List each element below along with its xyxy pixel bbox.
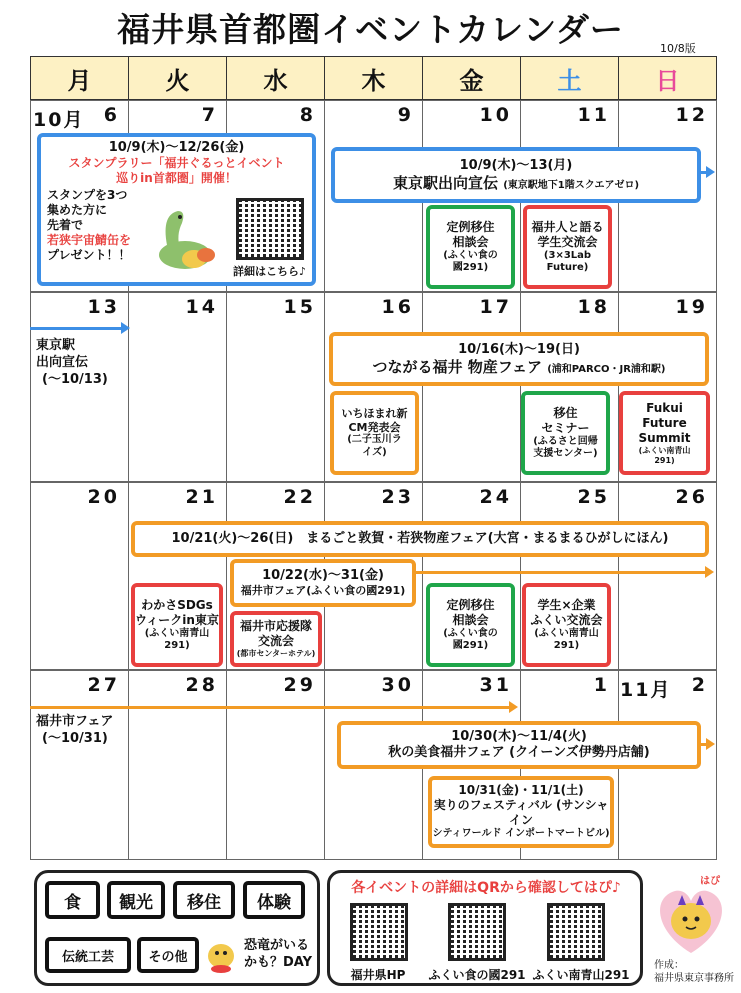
aki-bishoku-event[interactable] bbox=[337, 721, 701, 769]
qr-code-fukui-hp[interactable] bbox=[350, 903, 408, 961]
fukui-city-fair-cont bbox=[36, 714, 113, 748]
event-line: 移住 bbox=[553, 405, 578, 420]
day-number: 7 bbox=[201, 104, 218, 126]
event-line: 相談会 bbox=[452, 234, 489, 249]
fukuijin-student-event[interactable] bbox=[523, 205, 612, 289]
qr-label-shoku-291: ふくい食の國291 bbox=[428, 968, 526, 982]
day-number: 1 bbox=[593, 674, 610, 696]
note-line: (～10/31) bbox=[42, 730, 108, 746]
day-number: 14 bbox=[185, 296, 218, 318]
event-line: 相談会 bbox=[452, 612, 489, 627]
day-cell-sun bbox=[618, 482, 717, 670]
event-line: 秋の美食福井フェア (クイーンズ伊勢丹店舗) bbox=[388, 745, 650, 760]
event-line: (3×3Lab bbox=[543, 249, 592, 261]
ichihomare-event[interactable] bbox=[330, 391, 419, 475]
stamp-body-line: プレゼント！！ bbox=[47, 248, 131, 263]
event-line: 定例移住 bbox=[446, 597, 495, 612]
event-line: 支援センター) bbox=[533, 448, 598, 459]
tsunagaru-title: つながる福井 物産フェア bbox=[372, 357, 542, 376]
day-cell-fri bbox=[422, 292, 521, 482]
legend-traditional-craft: 伝統工芸 bbox=[45, 937, 131, 973]
day-number: 23 bbox=[381, 486, 414, 508]
event-line: (二子玉川ラ bbox=[347, 434, 402, 446]
event-line: 291) bbox=[553, 640, 580, 651]
day-number: 30 bbox=[381, 674, 414, 696]
event-line: いちほまれ新 bbox=[341, 406, 408, 420]
day-number: 29 bbox=[283, 674, 316, 696]
dinosaur-illustration bbox=[150, 205, 220, 275]
event-line: CM発表会 bbox=[348, 420, 401, 434]
day-number: 6 bbox=[103, 104, 120, 126]
event-line: ウィークin東京 bbox=[135, 612, 219, 627]
tsunagaru-venue: (浦和PARCO・JR浦和駅) bbox=[547, 363, 666, 375]
day-number: 16 bbox=[381, 296, 414, 318]
event-line: 國291) bbox=[452, 262, 489, 273]
fukui-ouentai-event[interactable] bbox=[230, 611, 322, 667]
weekday-thu: 木 bbox=[324, 56, 423, 100]
stamp-qr-label: 詳細はこちら♪ bbox=[233, 265, 307, 278]
event-line: わかさSDGs bbox=[141, 597, 213, 612]
legend-other: その他 bbox=[137, 937, 199, 973]
day-number: 20 bbox=[87, 486, 120, 508]
day-number: 28 bbox=[185, 674, 218, 696]
note-line: 福井市フェア bbox=[36, 714, 114, 729]
fukui-city-fair-event[interactable] bbox=[230, 559, 416, 607]
day-number: 15 bbox=[283, 296, 316, 318]
stamp-body-line: 若狭宇宙鯖缶を bbox=[47, 233, 132, 248]
maker-line: 作成： bbox=[654, 960, 684, 971]
day-number: 17 bbox=[479, 296, 512, 318]
iju-seminar-event[interactable] bbox=[521, 391, 610, 475]
tokyo-station-date: 10/9(木)～13(月) bbox=[459, 157, 573, 173]
day-number: 18 bbox=[577, 296, 610, 318]
tokyo-station-cont-arrow bbox=[30, 327, 122, 330]
legend-experience: 体験 bbox=[243, 881, 305, 919]
marugoto-tsuruga-event[interactable]: 10/21(火)～26(日) まるごと敦賀・若狭物産フェア(大宮・まるまるひがしにほん) bbox=[131, 521, 709, 557]
fukui-city-fair-cont-arrow bbox=[30, 706, 510, 709]
event-line: (ふくい食の bbox=[443, 627, 498, 639]
tsunagaru-fukui-event[interactable] bbox=[329, 332, 709, 386]
day-cell-mon bbox=[30, 670, 129, 860]
event-line: 10/30(木)～11/4(火) bbox=[451, 728, 587, 744]
tokyo-station-arrow bbox=[701, 171, 707, 174]
weekday-tue: 火 bbox=[128, 56, 227, 100]
day-number: 9 bbox=[397, 104, 414, 126]
day-cell-mon bbox=[30, 482, 129, 670]
month-october: 10月 bbox=[33, 109, 85, 131]
dino-day-label bbox=[244, 938, 312, 972]
dino-line: 恐竜がいる bbox=[244, 938, 310, 953]
event-line: Fukui bbox=[646, 400, 683, 415]
dino-line: かも？DAY bbox=[244, 954, 313, 970]
event-line: 実りのフェスティバル (サンシャイン bbox=[433, 798, 609, 828]
day-cell-tue bbox=[128, 292, 227, 482]
day-number: 21 bbox=[185, 486, 218, 508]
day-number: 10 bbox=[479, 104, 512, 126]
wakasa-sdgs-event[interactable] bbox=[131, 583, 223, 667]
maker-credit bbox=[654, 960, 734, 985]
event-line: (ふくい南青山 bbox=[144, 627, 210, 639]
day-cell-wed bbox=[226, 292, 325, 482]
note-line: (～10/13) bbox=[42, 371, 108, 387]
event-line: Summit bbox=[638, 430, 691, 445]
event-line: 福井人と語る bbox=[531, 219, 604, 234]
event-line: セミナー bbox=[541, 420, 590, 435]
qr-label-minami-aoyama: ふくい南青山291 bbox=[532, 968, 630, 982]
teirei-iju-event-1[interactable] bbox=[426, 205, 515, 289]
dinosaur-icon bbox=[204, 936, 238, 974]
teirei-iju-event-2[interactable] bbox=[426, 583, 515, 667]
version-label: 10/8版 bbox=[660, 42, 696, 55]
event-line: 10/31(金)・11/1(土) bbox=[458, 783, 584, 798]
event-line: イズ) bbox=[362, 446, 387, 458]
legend-food: 食 bbox=[45, 881, 100, 919]
event-line: (ふくい南青山 bbox=[534, 627, 599, 639]
day-number: 27 bbox=[87, 674, 120, 696]
day-number: 13 bbox=[87, 296, 120, 318]
event-line: Future bbox=[642, 415, 687, 430]
day-number: 31 bbox=[479, 674, 512, 696]
day-number: 26 bbox=[675, 486, 708, 508]
qr-code-minami-aoyama[interactable] bbox=[547, 903, 605, 961]
mascot-bubble: はぴ bbox=[700, 876, 720, 887]
day-number: 2 bbox=[691, 674, 708, 696]
stamp-body-line: 集めた方に bbox=[47, 203, 108, 218]
day-number: 24 bbox=[479, 486, 512, 508]
month-november: 11月 bbox=[620, 679, 672, 701]
note-line: 出向宣伝 bbox=[36, 354, 89, 370]
event-line: (都市センターホテル) bbox=[236, 649, 316, 658]
event-line: 291) bbox=[164, 640, 190, 651]
legend-tourism: 観光 bbox=[107, 881, 165, 919]
event-line: 福井市フェア(ふくい食の國291) bbox=[240, 584, 406, 598]
tokyo-station-venue: (東京駅地下1階スクエアゼロ) bbox=[503, 179, 640, 191]
qr-heading: 各イベントの詳細はQRから確認してはぴ♪ bbox=[351, 880, 621, 896]
stamp-body-line: スタンプを3つ bbox=[47, 188, 128, 203]
event-line: 学生×企業 bbox=[537, 597, 596, 612]
weekday-mon: 月 bbox=[30, 56, 129, 100]
qr-code-shoku-291[interactable] bbox=[448, 903, 506, 961]
day-number: 12 bbox=[675, 104, 708, 126]
weekday-sat: 土 bbox=[520, 56, 619, 100]
event-line: シティワールド インポートマートビル) bbox=[432, 828, 610, 840]
page-title: 福井県首都圏イベントカレンダー bbox=[117, 10, 624, 49]
stamp-body-line: 先着で bbox=[47, 218, 84, 233]
weekday-sun: 日 bbox=[618, 56, 717, 100]
day-cell-wed bbox=[226, 670, 325, 860]
qr-label-fukui-hp: 福井県HP bbox=[350, 968, 406, 982]
day-number: 22 bbox=[283, 486, 316, 508]
event-line: 福井市応援隊 bbox=[239, 619, 312, 633]
minori-festival-event[interactable] bbox=[428, 776, 614, 848]
tokyo-station-event[interactable] bbox=[331, 147, 701, 203]
day-number: 11 bbox=[577, 104, 610, 126]
day-number: 25 bbox=[577, 486, 610, 508]
day-number: 19 bbox=[675, 296, 708, 318]
event-line: 10/22(水)～31(金) bbox=[262, 568, 384, 583]
gakusei-kigyo-event[interactable] bbox=[522, 583, 611, 667]
tokyo-station-title: 東京駅出向宣伝 bbox=[392, 173, 498, 192]
event-line: 國291) bbox=[452, 640, 489, 651]
day-cell-tue bbox=[128, 670, 227, 860]
weekday-fri: 金 bbox=[422, 56, 521, 100]
tokyo-station-cont bbox=[36, 338, 108, 389]
stamp-rally-title1: スタンプラリー「福井ぐるっとイベント bbox=[68, 156, 285, 171]
event-line: 交流会 bbox=[257, 634, 294, 648]
maker-line: 福井県東京事務所 bbox=[654, 972, 734, 984]
stamp-rally-title2: 巡りin首都圏」開催！ bbox=[116, 171, 237, 186]
aki-bishoku-arrow bbox=[701, 743, 707, 746]
event-line: (ふくい南青山 bbox=[638, 445, 691, 455]
fukui-future-summit-event[interactable] bbox=[619, 391, 710, 475]
stamp-rally-date: 10/9(木)～12/26(金) bbox=[108, 140, 245, 155]
day-number: 8 bbox=[299, 104, 316, 126]
event-line: 定例移住 bbox=[446, 219, 495, 234]
stamp-rally-body bbox=[47, 188, 131, 263]
legend-iju: 移住 bbox=[173, 881, 235, 919]
qr-code-stamp-rally[interactable] bbox=[236, 198, 304, 260]
weekday-wed: 水 bbox=[226, 56, 325, 100]
event-line: 学生交流会 bbox=[537, 234, 598, 249]
mascot-illustration bbox=[648, 873, 734, 959]
event-line: Future) bbox=[546, 262, 589, 273]
tsunagaru-date: 10/16(木)～19(日) bbox=[458, 341, 580, 357]
event-line: ふくい交流会 bbox=[530, 612, 603, 627]
event-line: 291) bbox=[654, 455, 675, 465]
event-line: (ふるさと回帰 bbox=[533, 435, 598, 447]
fukui-city-fair-arrow bbox=[416, 571, 706, 574]
note-line: 東京駅 bbox=[36, 338, 76, 353]
event-line: (ふくい食の bbox=[443, 249, 498, 261]
